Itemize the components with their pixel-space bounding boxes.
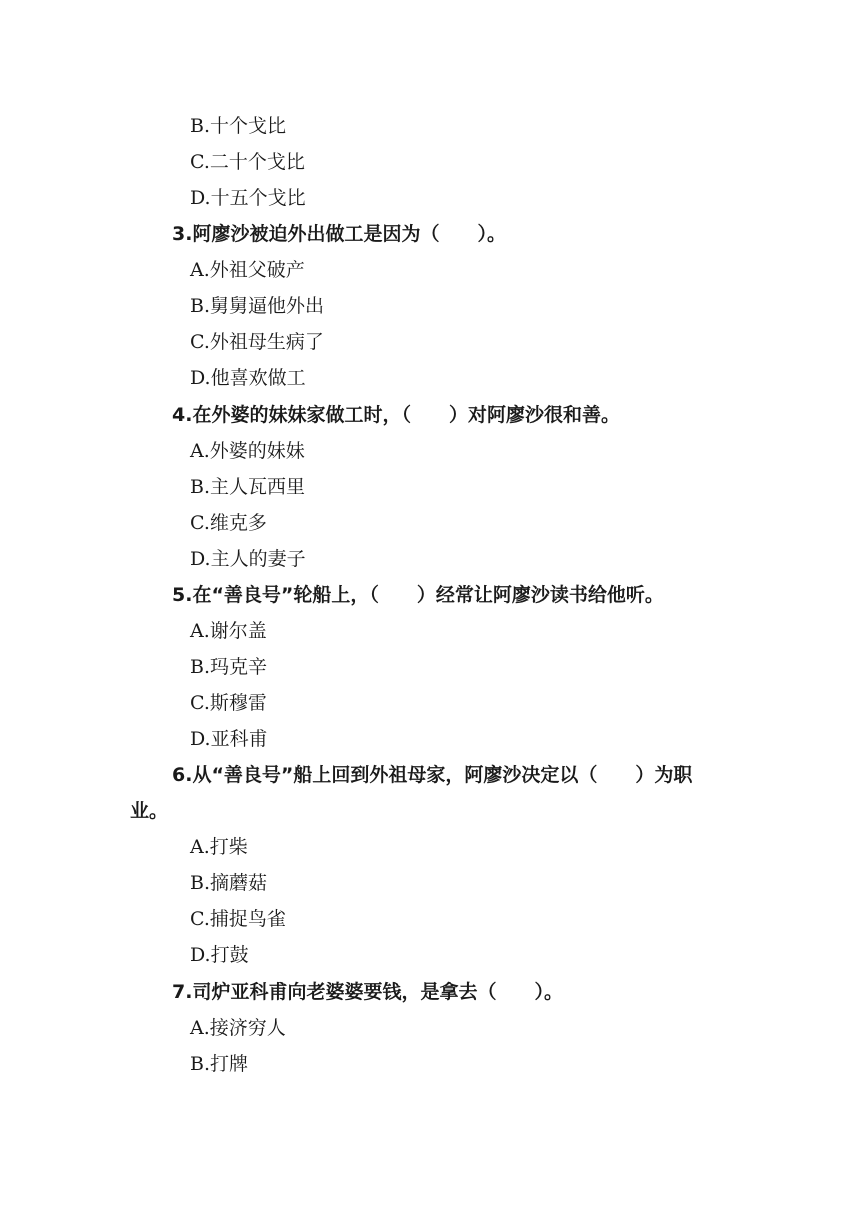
question-5: 5.在“善良号”轮船上，（ ）经常让阿廖沙读书给他听。	[172, 584, 664, 606]
option-3a: A.外祖父破产	[190, 259, 305, 281]
option-6c: C.捕捉鸟雀	[190, 908, 286, 930]
option-4a: A.外婆的妹妹	[190, 440, 305, 462]
option-3c: C.外祖母生病了	[190, 331, 324, 353]
option-2c: C.二十个戈比	[190, 151, 305, 173]
option-2d: D.十五个戈比	[190, 187, 306, 209]
option-3b: B.舅舅逼他外出	[190, 295, 325, 317]
option-4c: C.维克多	[190, 512, 267, 534]
option-4b: B.主人瓦西里	[190, 476, 306, 498]
option-5d: D.亚科甫	[190, 728, 268, 750]
option-5b: B.玛克辛	[190, 656, 268, 678]
question-4: 4.在外婆的妹妹家做工时，（ ）对阿廖沙很和善。	[172, 404, 620, 426]
option-6b: B.摘蘑菇	[190, 872, 268, 894]
question-6-line-2: 业。	[130, 800, 169, 822]
option-6d: D.打鼓	[190, 944, 249, 966]
question-3: 3.阿廖沙被迫外出做工是因为（ ）。	[172, 223, 506, 245]
option-5a: A.谢尔盖	[190, 620, 267, 642]
option-4d: D.主人的妻子	[190, 548, 306, 570]
question-7: 7.司炉亚科甫向老婆婆要钱，是拿去（ ）。	[172, 981, 563, 1003]
option-7b: B.打牌	[190, 1053, 249, 1075]
option-5c: C.斯穆雷	[190, 692, 267, 714]
option-6a: A.打柴	[190, 836, 248, 858]
option-7a: A.接济穷人	[190, 1017, 286, 1039]
option-3d: D.他喜欢做工	[190, 367, 306, 389]
option-2b: B.十个戈比	[190, 115, 287, 137]
question-6-line-1: 6.从“善良号”船上回到外祖母家，阿廖沙决定以（ ）为职	[172, 764, 693, 786]
